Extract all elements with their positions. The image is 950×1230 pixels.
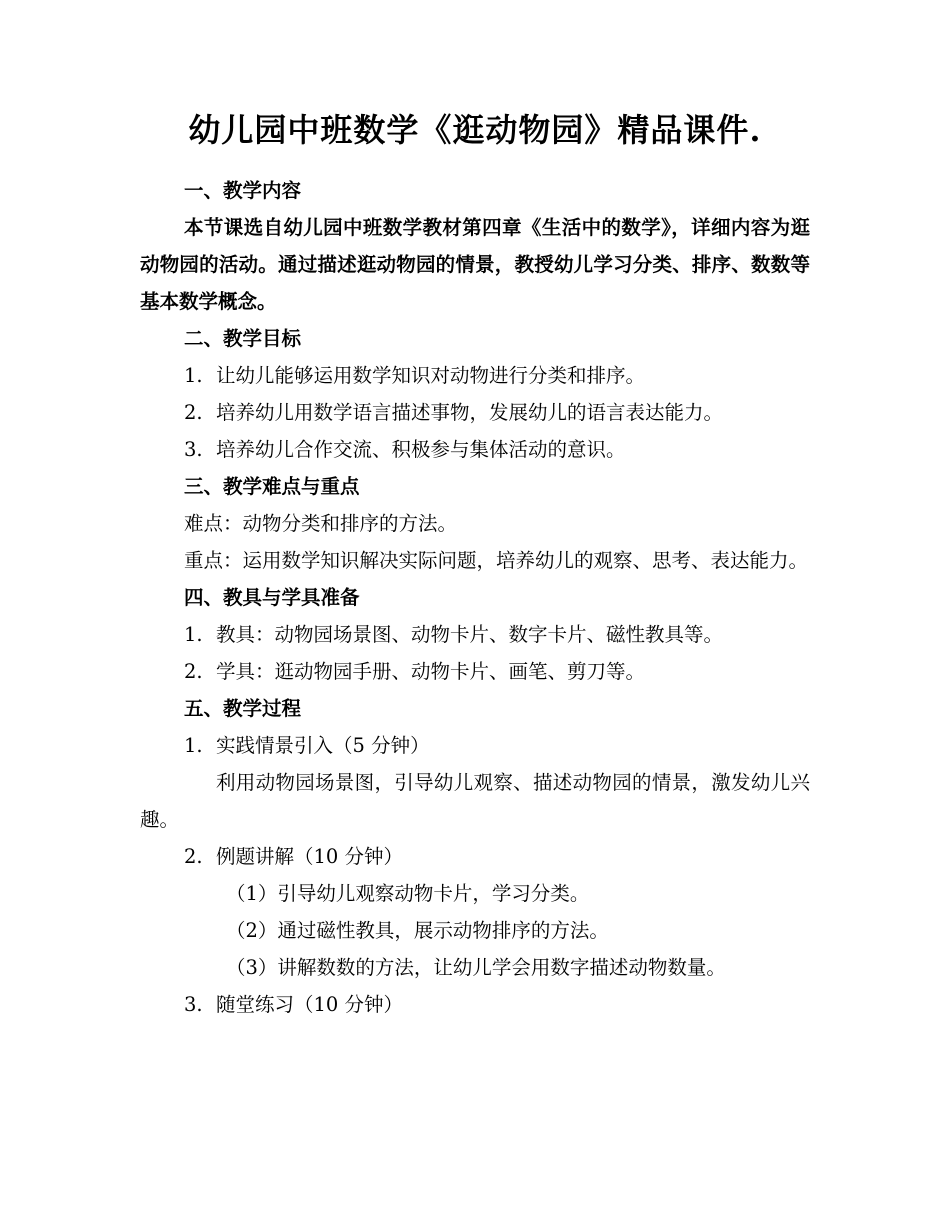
goal-number: 1. [184,364,203,387]
goal-text: 培养幼儿用数学语言描述事物，发展幼儿的语言表达能力。 [216,401,724,424]
material-number: 2. [184,660,203,683]
section-heading-goals: 二、教学目标 [184,327,302,350]
process-step-3 [140,986,810,1023]
goal-number: 2. [184,401,203,424]
material-text: 学具：逛动物园手册、动物卡片、画笔、剪刀等。 [216,660,646,683]
step-number: 3. [184,993,203,1016]
difficult-point: 难点：动物分类和排序的方法。 [184,512,458,535]
section-heading-difficulty: 三、教学难点与重点 [184,475,360,498]
material-number: 1. [184,623,203,646]
goal-number: 3. [184,438,203,461]
key-point: 重点：运用数学知识解决实际问题，培养幼儿的观察、思考、表达能力。 [184,549,809,572]
section-heading-materials: 四、教具与学具准备 [184,586,360,609]
content-paragraph: 本节课选自幼儿园中班数学教材第四章《生活中的数学》，详细内容为逛动物园的活动。通过描述逛动物园的情景，教授幼儿学习分类、排序、数数等基本数学概念。 [140,216,810,313]
goal-text: 让幼儿能够运用数学知识对动物进行分类和排序。 [216,364,646,387]
goal-item [140,394,810,431]
document-title: 幼儿园中班数学《逛动物园》精品课件. [188,111,762,149]
section-heading-process: 五、教学过程 [184,697,302,720]
goal-text: 培养幼儿合作交流、积极参与集体活动的意识。 [216,438,626,461]
section-heading-content: 一、教学内容 [184,179,302,202]
step-1-description: 利用动物园场景图，引导幼儿观察、描述动物园的情景，激发幼儿兴趣。 [140,771,810,831]
step-title: 例题讲解（10 分钟） [216,845,404,868]
process-step-2 [140,838,810,875]
step-number: 1. [184,734,203,757]
material-text: 教具：动物园场景图、动物卡片、数字卡片、磁性教具等。 [216,623,724,646]
process-step-1 [140,727,810,764]
step-2-sub-item: （1）引导幼儿观察动物卡片，学习分类。 [226,882,590,905]
goal-item [140,431,810,468]
step-title: 随堂练习（10 分钟） [216,993,404,1016]
material-item [140,616,810,653]
step-2-sub-item: （2）通过磁性教具，展示动物排序的方法。 [226,919,609,942]
goal-item [140,357,810,394]
material-item [140,653,810,690]
step-number: 2. [184,845,203,868]
step-title: 实践情景引入（5 分钟） [216,734,430,757]
step-2-sub-item: （3）讲解数数的方法，让幼儿学会用数字描述动物数量。 [226,956,726,979]
